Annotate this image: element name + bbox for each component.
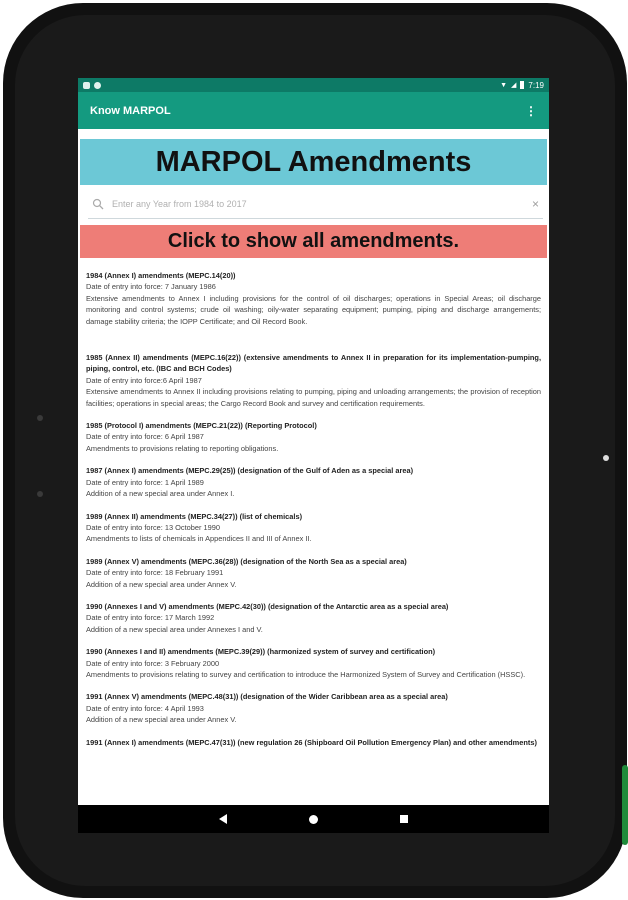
amendment-entry-date: Date of entry into force: 6 April 1987	[86, 432, 204, 442]
amendment-title: 1991 (Annex V) amendments (MEPC.48(31)) (designation of the Wider Caribbean area as a special area)	[86, 692, 448, 702]
show-all-label: Click to show all amendments.	[167, 230, 460, 252]
list-item[interactable]	[86, 270, 541, 327]
amendment-description: Amendments to provisions relating to reporting obligations.	[86, 443, 279, 453]
status-bar	[78, 78, 549, 92]
recent-apps-icon[interactable]	[400, 815, 408, 823]
overflow-menu-icon[interactable]: ⋮	[525, 103, 537, 118]
amendment-entry-date: Date of entry into force: 18 February 1991	[86, 568, 224, 578]
list-item[interactable]	[86, 601, 541, 635]
amendment-title: 1990 (Annexes I and II) amendments (MEPC.39(29)) (harmonized system of survey and certification)	[86, 647, 436, 657]
amendment-description: Amendments to provisions relating to survey and certification to introduce the Harmonized System of Survey and Certification (HSSC).	[86, 669, 526, 679]
amendment-description: Addition of a new special area under Annexes I and V.	[86, 624, 263, 634]
header-banner	[80, 139, 547, 185]
amendment-title: 1984 (Annex I) amendments (MEPC.14(20))	[86, 271, 236, 280]
search-input[interactable]	[110, 198, 532, 210]
amendment-entry-date: Date of entry into force: 4 April 1993	[86, 703, 204, 713]
amendment-entry-date: Date of entry into force: 1 April 1989	[86, 477, 204, 487]
amendment-entry-date: Date of entry into force: 7 January 1986	[86, 282, 216, 292]
left-sensor-dot-2	[37, 491, 43, 497]
amendment-title: 1990 (Annexes I and V) amendments (MEPC.42(30)) (designation of the Antarctic area as a special area)	[86, 601, 449, 611]
app-title: Know MARPOL	[90, 104, 171, 117]
signal-icon: ◢	[511, 82, 517, 89]
status-time: 7:19	[528, 80, 544, 90]
settings-icon	[94, 82, 101, 89]
amendment-entry-date: Date of entry into force: 17 March 1992	[86, 613, 215, 623]
amendment-title: 1989 (Annex II) amendments (MEPC.34(27)) (list of chemicals)	[86, 511, 303, 521]
list-item[interactable]	[86, 511, 541, 545]
amendment-description: Addition of a new special area under Annex V.	[86, 579, 237, 589]
background-edge	[622, 765, 628, 845]
amendment-title: 1987 (Annex I) amendments (MEPC.29(25)) (designation of the Gulf of Aden as a special area)	[86, 466, 414, 476]
amendment-entry-date: Date of entry into force:6 April 1987	[86, 375, 202, 385]
list-item[interactable]	[86, 646, 541, 680]
list-item[interactable]	[86, 556, 541, 590]
app-bar	[78, 92, 549, 129]
home-icon[interactable]	[309, 815, 318, 824]
amendment-entry-date: Date of entry into force: 13 October 1990	[86, 522, 220, 532]
right-camera-dot	[603, 455, 609, 461]
list-item[interactable]	[86, 420, 541, 454]
search-icon	[92, 198, 104, 210]
list-item[interactable]	[86, 737, 541, 748]
amendment-description: Addition of a new special area under Annex I.	[86, 489, 235, 499]
wifi-icon: ▼	[500, 81, 508, 89]
list-item[interactable]	[86, 465, 541, 499]
amendment-title: 1989 (Annex V) amendments (MEPC.36(28)) (designation of the North Sea as a special area)	[86, 556, 407, 566]
amendment-title: 1991 (Annex I) amendments (MEPC.47(31)) (new regulation 26 (Shipboard Oil Pollution Emergency Plan) and other amendments)	[86, 737, 537, 747]
content	[78, 139, 549, 748]
amendment-description: Addition of a new special area under Annex V.	[86, 715, 237, 725]
navigation-bar	[78, 805, 549, 833]
notification-icon	[83, 82, 90, 89]
amendment-description: Amendments to lists of chemicals in Appendices II and III of Annex II.	[86, 534, 312, 544]
clear-icon[interactable]: ×	[531, 196, 539, 211]
show-all-button[interactable]	[80, 225, 547, 258]
amendment-description: Extensive amendments to Annex II including provisions relating to pumping, piping and unloading arrangements; the provision of reception facilities; operations in special areas; the Cargo Record Book and survey and certification requirements.	[86, 387, 541, 408]
battery-icon	[520, 81, 524, 89]
search-bar	[88, 189, 543, 219]
list-item[interactable]	[86, 691, 541, 725]
list-item[interactable]	[86, 352, 541, 409]
screen	[78, 78, 549, 833]
left-sensor-dot	[37, 415, 43, 421]
page-title: MARPOL Amendments	[155, 145, 472, 178]
back-icon[interactable]	[219, 814, 227, 824]
amendments-list	[80, 258, 547, 748]
amendment-entry-date: Date of entry into force: 3 February 2000	[86, 658, 220, 668]
amendment-description: Extensive amendments to Annex I including provisions for the control of oil discharges; operations in Special Areas; oil discharge monitoring and control systems; crude oil washing; oily-water separating equipment; pumping, piping and discharge arrangements; damage stability criteria; the IOPP Certificate; and Oil Record Book.	[86, 293, 541, 326]
amendment-title: 1985 (Annex II) amendments (MEPC.16(22)) (extensive amendments to Annex II in preparation for its implementation-pumping, piping, control, etc. (IBC and BCH Codes)	[86, 353, 541, 374]
amendment-title: 1985 (Protocol I) amendments (MEPC.21(22)) (Reporting Protocol)	[86, 421, 317, 431]
